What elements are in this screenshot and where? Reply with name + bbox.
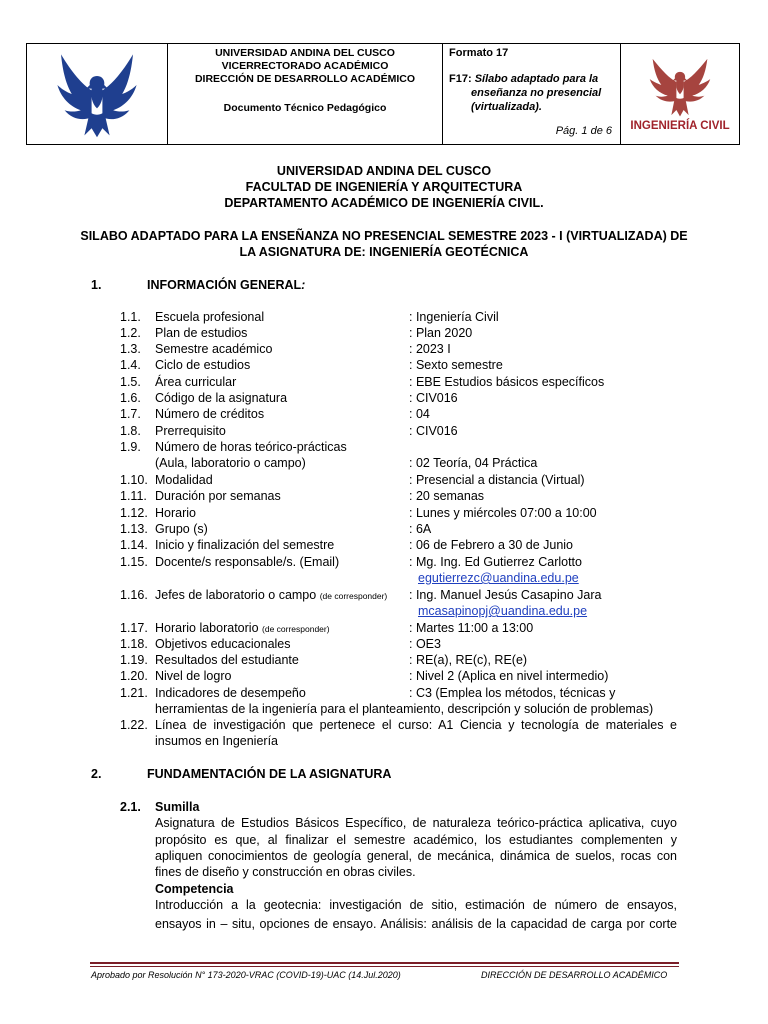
info-label: Número de créditos [155,407,265,421]
competencia-line-2: ensayos in – situ, opciones de ensayo. Análisis: análisis de la capacidad de carga por corte [155,917,677,931]
info-value: : Lunes y miércoles 07:00 a 10:00 [409,506,597,520]
info-label: Duración por semanas [155,489,281,503]
info-value: : C3 (Emplea los métodos, técnicas y [409,686,616,700]
info-value: : 2023 I [409,342,451,356]
info-num: 1.3. [120,342,141,356]
info-label: Modalidad [155,473,213,487]
org-line: DIRECCIÓN DE DESARROLLO ACADÉMICO [194,73,416,85]
info-value: : OE3 [409,637,441,651]
info-label: Escuela profesional [155,310,265,324]
university-eagle-logo [52,48,142,140]
header-institution-cell [168,44,443,144]
info-value: : 20 semanas [409,489,485,503]
section-heading-fundamentacion [91,767,391,781]
competencia-line-1: Introducción a la geotecnia: investigación de sitio, estimación de número de ensayos, [155,898,677,912]
info-label: Número de horas teórico-prácticas [155,440,347,454]
faculty-logo-label: INGENIERÍA CIVIL [630,120,730,132]
info-num: 1.22. [120,718,148,732]
info-num: 1.12. [120,506,148,520]
footer-rule-thin [90,966,679,967]
info-num: 1.7. [120,407,141,421]
info-value: : Mg. Ing. Ed Gutierrez Carlotto [409,555,582,569]
section-title: INFORMACIÓN GENERAL [147,278,302,292]
header-faculty-logo-cell [621,44,739,144]
info-row-21-continued: herramientas de la ingeniería para el planteamiento, descripción y solución de problemas) [155,702,654,716]
info-num: 1.18. [120,637,148,651]
title-syllabus-line2: LA ASIGNATURA DE: INGENIERÍA GEOTÉCNICA [239,245,529,259]
info-num: 1.16. [120,588,148,602]
sumilla-line-1: Asignatura de Estudios Básicos Específico, de naturaleza teórico-práctica aplicativa, cuyo [155,816,677,830]
info-label: Código de la asignatura [155,391,288,405]
info-value: : 02 Teoría, 04 Práctica [409,456,538,470]
info-value: : Ingeniería Civil [409,310,499,324]
format-description [449,72,614,114]
section-colon: : [301,278,306,292]
info-label: Prerrequisito [155,424,226,438]
info-label-text: Horario laboratorio [155,621,259,635]
info-label [155,620,330,637]
docente-email-link[interactable]: egutierrezc@uandina.edu.pe [418,571,579,585]
info-label-cont: (Aula, laboratorio o campo) [155,456,306,470]
info-label: Resultados del estudiante [155,653,299,667]
info-label: Objetivos educacionales [155,637,291,651]
info-num: 1.11. [120,489,147,503]
format-desc-2: enseñanza no presencial [471,87,602,99]
sumilla-line-2: propósito es que, al finalizar el semestre académico, los estudiantes complementen y [155,833,677,847]
info-label-note: (de corresponder) [262,624,330,634]
info-value: : Martes 11:00 a 13:00 [409,621,534,635]
info-label: Ciclo de estudios [155,358,251,372]
title-faculty: FACULTAD DE INGENIERÍA Y ARQUITECTURA [245,180,523,194]
sumilla-line-4: fines de diseño y construcción en obras civiles. [155,865,416,879]
section-number: 1. [91,278,102,292]
format-desc-3: (virtualizada). [471,101,542,113]
format-label: Formato 17 [449,47,509,59]
info-value: : Sexto semestre [409,358,503,372]
format-code: F17: [449,73,472,85]
info-num: 1.15. [120,555,148,569]
info-num: 1.5. [120,375,141,389]
info-label: Indicadores de desempeño [155,686,306,700]
info-label-note: (de corresponder) [319,591,388,601]
info-label-text: Jefes de laboratorio o campo [155,588,317,602]
info-num: 1.1. [120,310,141,324]
research-line-1: Línea de investigación que pertenece el curso: A1 Ciencia y tecnología de materiales e [155,718,677,732]
info-value: : Plan 2020 [409,326,473,340]
footer-department: DIRECCIÓN DE DESARROLLO ACADÉMICO [481,970,668,980]
info-value: : 04 [409,407,430,421]
section-number: 2. [91,767,102,781]
info-value: : CIV016 [409,424,458,438]
info-num: 1.19. [120,653,148,667]
info-label: Horario [155,506,196,520]
info-label: Grupo (s) [155,522,208,536]
civil-engineering-eagle-logo [644,56,716,118]
info-num: 1.8. [120,424,141,438]
info-num: 1.4. [120,358,141,372]
info-label: Semestre académico [155,342,273,356]
header-logo-cell [27,44,168,144]
format-desc-1: Sílabo adaptado para la [474,73,599,85]
document-header [26,43,740,145]
info-label [155,587,387,604]
footer-approval: Aprobado por Resolución N° 173-2020-VRAC (COVID-19)-UAC (14.Jul.2020) [91,970,401,980]
info-num: 1.17. [120,621,148,635]
info-num: 1.2. [120,326,141,340]
info-num: 1.13. [120,522,148,536]
info-value: : Presencial a distancia (Virtual) [409,473,585,487]
org-line: VICERRECTORADO ACADÉMICO [221,60,389,72]
page-number: Pág. 1 de 6 [555,125,612,137]
research-line-2: insumos en Ingeniería [155,734,278,748]
info-num: 1.10. [120,473,148,487]
info-num: 1.14. [120,538,148,552]
info-num: 1.9. [120,440,141,454]
doc-type: Documento Técnico Pedagógico [223,102,387,114]
section-title: FUNDAMENTACIÓN DE LA ASIGNATURA [147,767,392,781]
section-heading-general-info [91,278,305,292]
lab-chief-email-link[interactable]: mcasapinopj@uandina.edu.pe [418,604,588,618]
info-label: Área curricular [155,375,237,389]
title-department: DEPARTAMENTO ACADÉMICO DE INGENIERÍA CIVIL. [224,196,544,210]
info-value: : Ing. Manuel Jesús Casapino Jara [409,588,602,602]
footer-rule [90,962,679,964]
title-university: UNIVERSIDAD ANDINA DEL CUSCO [276,164,492,178]
info-value: : EBE Estudios básicos específicos [409,375,605,389]
competencia-title: Competencia [155,882,234,896]
title-syllabus-line1: SILABO ADAPTADO PARA LA ENSEÑANZA NO PRESENCIAL SEMESTRE 2023 - I (VIRTUALIZADA) DE [80,229,688,243]
sumilla-title: Sumilla [155,800,200,814]
info-value: : Nivel 2 (Aplica en nivel intermedio) [409,669,609,683]
info-label: Docente/s responsable/s. (Email) [155,555,340,569]
info-num: 1.6. [120,391,141,405]
info-value: : RE(a), RE(c), RE(e) [409,653,528,667]
info-label: Inicio y finalización del semestre [155,538,335,552]
info-value: : CIV016 [409,391,458,405]
header-format-cell [443,44,621,144]
info-num: 1.20. [120,669,148,683]
sumilla-number: 2.1. [120,800,141,814]
info-value: : 6A [409,522,432,536]
info-num: 1.21. [120,686,148,700]
info-label: Nivel de logro [155,669,232,683]
info-label: Plan de estudios [155,326,248,340]
info-value: : 06 de Febrero a 30 de Junio [409,538,574,552]
org-line: UNIVERSIDAD ANDINA DEL CUSCO [215,47,395,59]
sumilla-line-3: apliquen conocimientos de geología general, de mecánica, dinámica de suelos, rocas con [155,849,677,863]
